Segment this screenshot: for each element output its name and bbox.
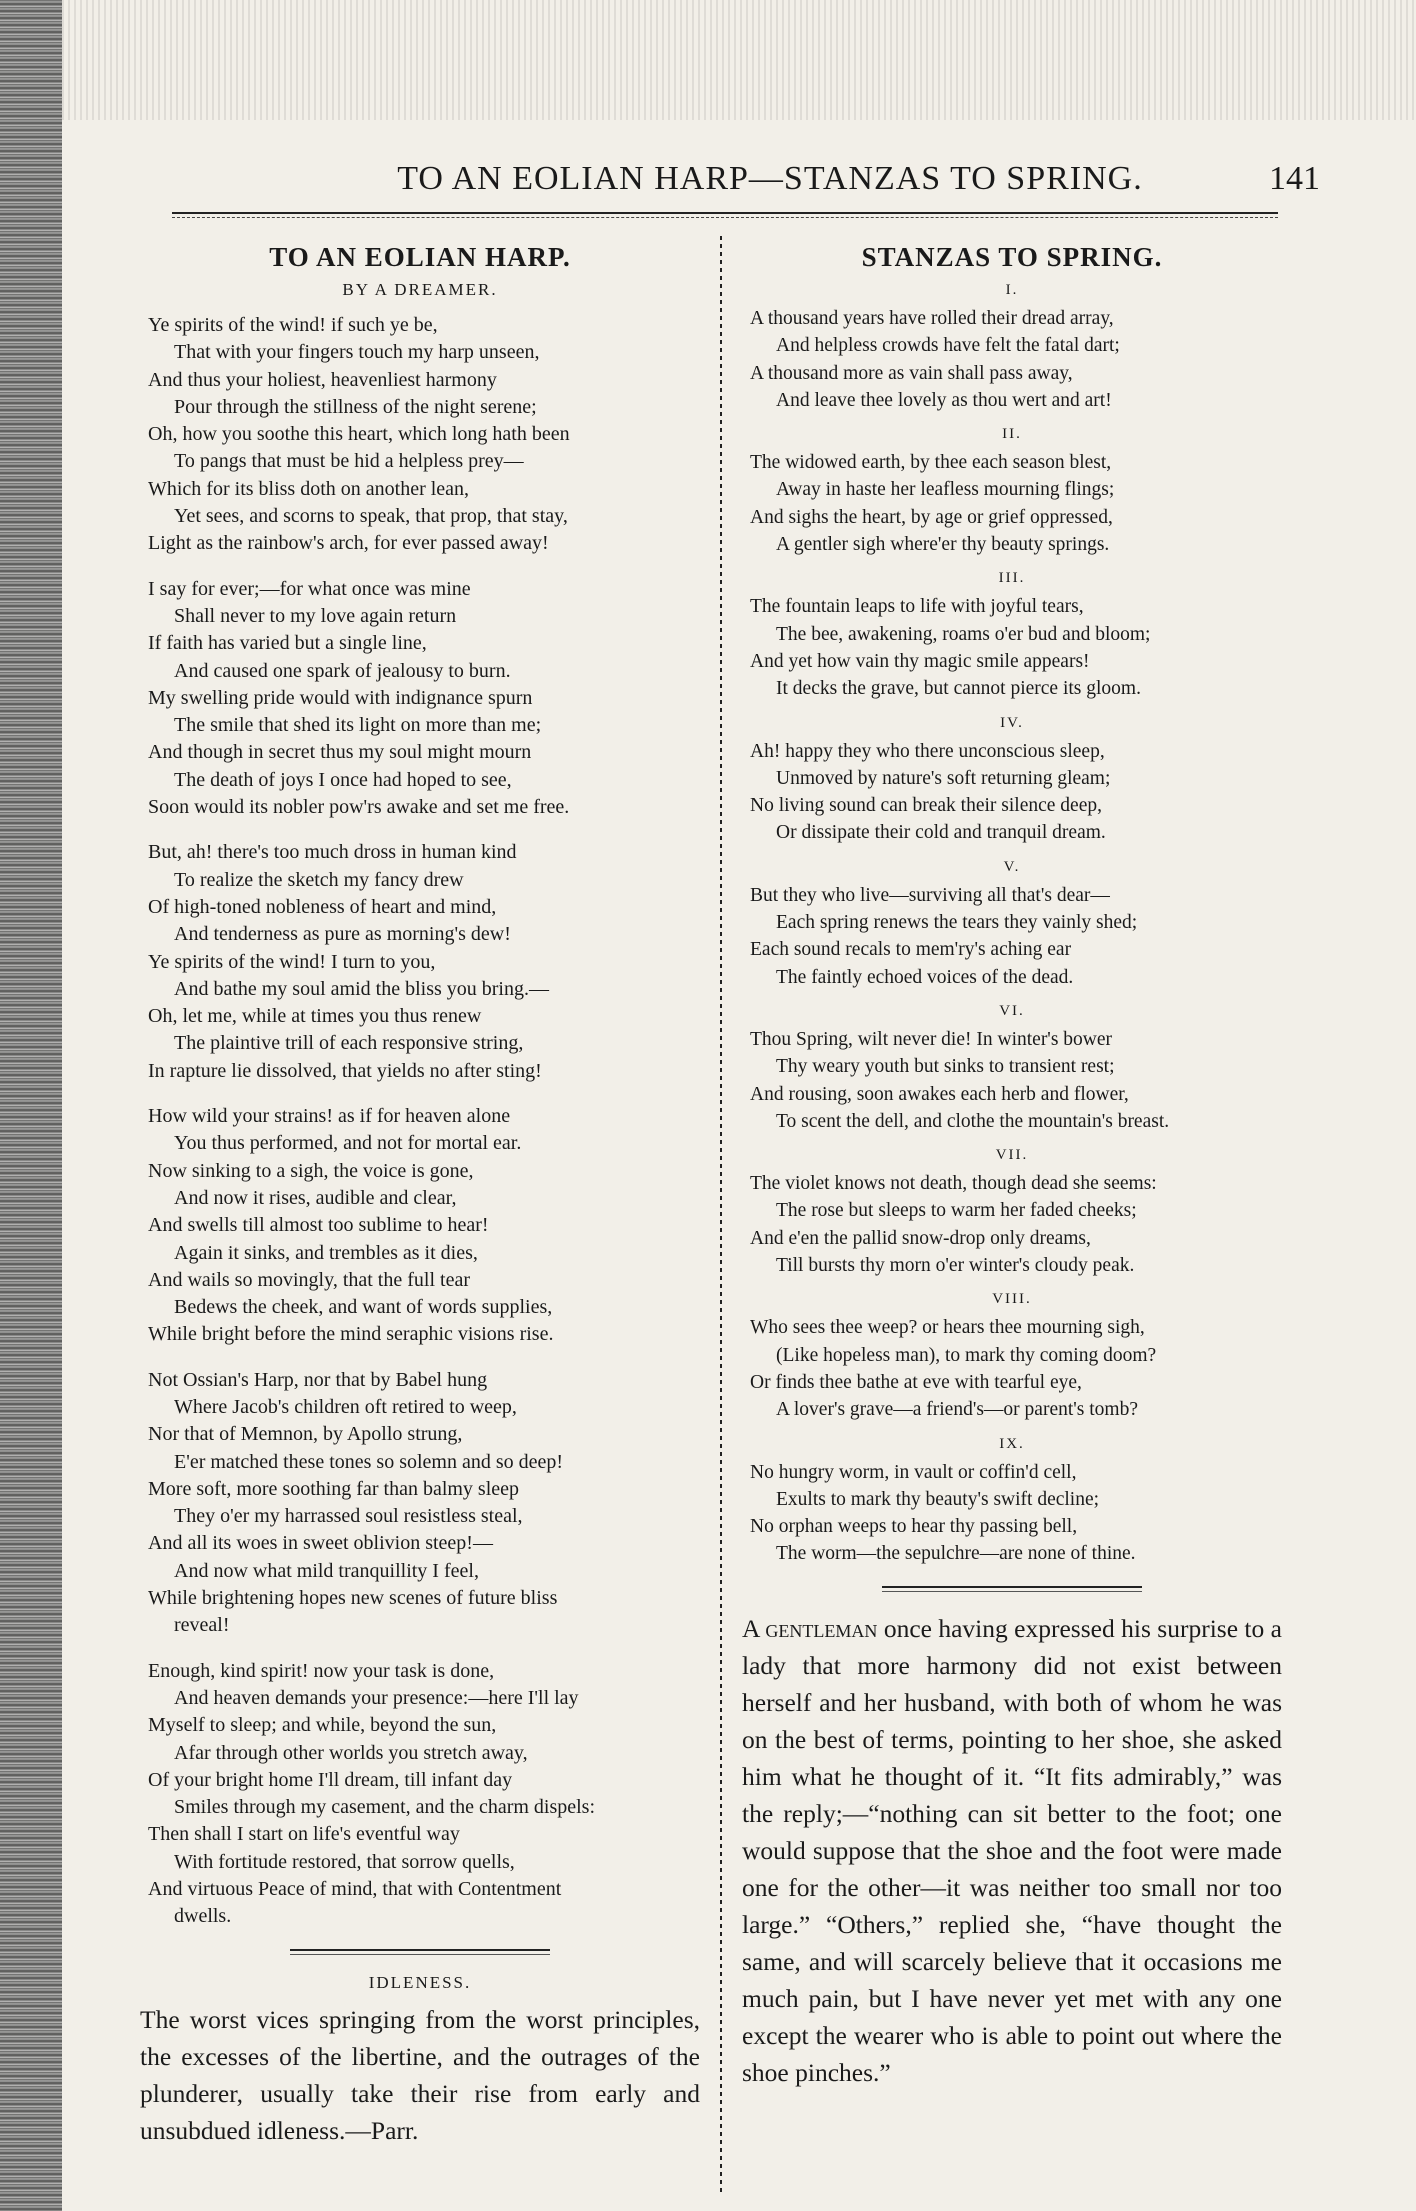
stanza [742, 1459, 1282, 1568]
poem-line: Of high-toned nobleness of heart and mind, [148, 895, 497, 918]
poem-line: Light as the rainbow's arch, for ever passed away! [148, 532, 549, 555]
poem-line: And thus your holiest, heavenliest harmony [148, 368, 497, 391]
stanza [742, 449, 1282, 558]
poem-line: Or finds thee bathe at eve with tearful eye, [750, 1371, 1082, 1393]
poem-line: Each spring renews the tears they vainly shed; [776, 912, 1138, 934]
poem-line: Away in haste her leafless mourning flings; [776, 479, 1115, 501]
anecdote-text [742, 1610, 1282, 2091]
poem-line: With fortitude restored, that sorrow quells, [174, 1850, 515, 1873]
stanza [140, 839, 700, 1085]
poem-line: While bright before the mind seraphic visions rise. [148, 1323, 554, 1346]
stanza-number: IV. [1000, 714, 1024, 731]
poem-line: It decks the grave, but cannot pierce its gloom. [776, 678, 1141, 700]
poem-line: The death of joys I once had hoped to see, [174, 768, 512, 791]
page-number: 141 [1269, 160, 1320, 197]
poem-line: Enough, kind spirit! now your task is done, [148, 1659, 495, 1682]
idleness-text: The worst vices springing from the worst principles, the excesses of the libertine, and the outrages of the plunderer, usually take their rise from early and unsubdued idleness.—Parr. [140, 2004, 700, 2145]
poem-line: Which for its bliss doth on another lean, [148, 477, 470, 500]
poem-line: Or dissipate their cold and tranquil dream. [776, 822, 1106, 844]
poem-line: No hungry worm, in vault or coffin'd cell, [750, 1461, 1077, 1483]
stanza [140, 1103, 700, 1349]
stanza [742, 738, 1282, 847]
stanza [140, 1658, 700, 1931]
stanza [140, 1367, 700, 1640]
eolian-byline: BY A DREAMER. [342, 280, 498, 299]
poem-line: Thy weary youth but sinks to transient rest; [776, 1056, 1115, 1078]
poem-line: And bathe my soul amid the bliss you bring.— [174, 977, 549, 1000]
poem-line: No orphan weeps to hear thy passing bell, [750, 1516, 1078, 1538]
poem-line: Of your bright home I'll dream, till infant day [148, 1768, 513, 1791]
poem-line: And tenderness as pure as morning's dew! [174, 923, 511, 946]
spring-poem [742, 282, 1282, 1568]
stanza [742, 1026, 1282, 1135]
poem-line: They o'er my harrassed soul resistless steal, [174, 1505, 523, 1528]
scanned-page-edge [0, 0, 62, 2211]
eolian-title: TO AN EOLIAN HARP. [269, 242, 571, 272]
poem-line: And leave thee lovely as thou wert and art! [776, 389, 1112, 411]
section-rule [882, 1586, 1142, 1592]
poem-line: Not Ossian's Harp, nor that by Babel hung [148, 1368, 488, 1391]
poem-line: Oh, how you soothe this heart, which long hath been [148, 423, 570, 446]
poem-line: You thus performed, and not for mortal ear. [174, 1132, 522, 1155]
poem-line: E'er matched these tones so solemn and so deep! [174, 1450, 564, 1473]
stanza [742, 1170, 1282, 1279]
poem-line: And e'en the pallid snow-drop only dreams, [750, 1227, 1091, 1249]
poem-line: Oh, let me, while at times you thus renew [148, 1005, 482, 1028]
stanza-number: II. [1002, 426, 1022, 443]
poem-line: And virtuous Peace of mind, that with Contentment [148, 1878, 562, 1901]
poem-line: Exults to mark thy beauty's swift decline; [776, 1488, 1100, 1510]
running-head [120, 160, 1320, 210]
poem-line: reveal! [174, 1614, 230, 1637]
poem-line: While brightening hopes new scenes of future bliss [148, 1587, 558, 1610]
anecdote-lead: A gentleman [742, 1613, 878, 1643]
poem-line: The plaintive trill of each responsive string, [174, 1032, 524, 1055]
poem-line: Myself to sleep; and while, beyond the sun, [148, 1714, 497, 1737]
anecdote-body: once having expressed his surprise to a lady that more harmony did not exist between herself and her husband, with both of whom he was on the best of terms, pointing to her shoe, she asked him what he thought of it. “It fits admirably,” was the reply;—“nothing can sit better to the foot; one would suppose that the shoe and the foot were made one for the other—it was neither too small nor too large.” “Others,” replied she, “have thought the same, and will scarcely believe that it occasions me much pain, but I have never yet met with any one except the wearer who is able to point out where the shoe pinches.” [742, 1613, 1282, 2087]
stanza-number: VI. [999, 1002, 1025, 1019]
running-title: TO AN EOLIAN HARP—STANZAS TO SPRING. [397, 160, 1143, 197]
section-rule [290, 1949, 550, 1955]
poem-line: The violet knows not death, though dead she seems: [750, 1173, 1157, 1195]
poem-line: (Like hopeless man), to mark thy coming doom? [776, 1344, 1157, 1366]
poem-line: Till bursts thy morn o'er winter's cloudy peak. [776, 1255, 1135, 1277]
stanza-number: I. [1005, 282, 1019, 298]
poem-line: A thousand years have rolled their dread array, [750, 308, 1114, 329]
stanza [140, 576, 700, 822]
poem-line: To scent the dell, and clothe the mountain's breast. [776, 1110, 1170, 1132]
poem-line: The worm—the sepulchre—are none of thine. [776, 1543, 1136, 1565]
poem-line: Where Jacob's children oft retired to weep, [174, 1395, 517, 1418]
left-column [140, 240, 700, 2149]
poem-line: dwells. [174, 1905, 232, 1928]
poem-line: My swelling pride would with indignance spurn [148, 686, 533, 709]
poem-line: And heaven demands your presence:—here I'll lay [174, 1686, 579, 1709]
stanza-number: V. [1003, 858, 1021, 875]
poem-line: Who sees thee weep? or hears thee mourning sigh, [750, 1317, 1145, 1339]
poem-line: And though in secret thus my soul might mourn [148, 741, 532, 764]
stanza [742, 593, 1282, 702]
poem-line: More soft, more soothing far than balmy sleep [148, 1477, 520, 1500]
header-rule [172, 212, 1278, 218]
poem-line: The faintly echoed voices of the dead. [776, 966, 1074, 988]
poem-line: The bee, awakening, roams o'er bud and bloom; [776, 623, 1151, 645]
poem-line: And wails so movingly, that the full tear [148, 1268, 470, 1291]
poem-line: Now sinking to a sigh, the voice is gone, [148, 1159, 474, 1182]
stanza [742, 882, 1282, 991]
poem-line: Bedews the cheek, and want of words supplies, [174, 1296, 553, 1319]
poem-line: And yet how vain thy magic smile appears! [750, 650, 1090, 672]
stanza-number: IX. [999, 1435, 1025, 1452]
poem-line: In rapture lie dissolved, that yields no after sting! [148, 1059, 542, 1082]
poem-line: Shall never to my love again return [174, 604, 457, 627]
poem-line: I say for ever;—for what once was mine [148, 577, 471, 600]
right-column [742, 240, 1282, 2091]
stanza [140, 312, 700, 558]
column-divider [720, 236, 722, 2196]
poem-line: And now it rises, audible and clear, [174, 1186, 457, 1209]
poem-line: A gentler sigh where'er thy beauty springs. [776, 534, 1110, 556]
poem-line: Then shall I start on life's eventful way [148, 1823, 460, 1846]
poem-line: To pangs that must be hid a helpless prey— [174, 450, 524, 473]
poem-line: And caused one spark of jealousy to burn. [174, 659, 511, 682]
poem-line: Pour through the stillness of the night serene; [174, 395, 537, 418]
poem-line: And now what mild tranquillity I feel, [174, 1559, 479, 1582]
poem-line: The widowed earth, by thee each season blest, [750, 452, 1112, 474]
stanza [742, 305, 1282, 414]
poem-line: Soon would its nobler pow'rs awake and set me free. [148, 796, 570, 819]
poem-line: And rousing, soon awakes each herb and flower, [750, 1083, 1129, 1105]
poem-line: Nor that of Memnon, by Apollo strung, [148, 1423, 463, 1446]
poem-line: And sighs the heart, by age or grief oppressed, [750, 506, 1113, 528]
poem-line: Thou Spring, wilt never die! In winter's bower [750, 1028, 1113, 1050]
poem-line: And all its woes in sweet oblivion steep!— [148, 1532, 493, 1555]
poem-line: A thousand more as vain shall pass away, [750, 362, 1073, 384]
stanza [742, 1314, 1282, 1423]
spring-title: STANZAS TO SPRING. [861, 242, 1163, 272]
poem-line: And swells till almost too sublime to hear! [148, 1214, 489, 1237]
poem-line: Each sound recals to mem'ry's aching ear [750, 939, 1072, 961]
eolian-poem [140, 312, 700, 1931]
stanza-number: III. [998, 570, 1026, 587]
poem-line: The smile that shed its light on more than me; [174, 714, 542, 737]
poem-line: The fountain leaps to life with joyful tears, [750, 596, 1084, 618]
poem-line: The rose but sleeps to warm her faded cheeks; [776, 1200, 1137, 1222]
poem-line: Unmoved by nature's soft returning gleam; [776, 767, 1111, 789]
poem-line: That with your fingers touch my harp unseen, [174, 341, 540, 364]
poem-line: Again it sinks, and trembles as it dies, [174, 1241, 478, 1264]
poem-line: And helpless crowds have felt the fatal dart; [776, 335, 1120, 357]
poem-line: Smiles through my casement, and the charm dispels: [174, 1796, 596, 1819]
poem-line: A lover's grave—a friend's—or parent's tomb? [776, 1399, 1138, 1421]
stanza-number: VII. [995, 1147, 1029, 1164]
poem-line: Yet sees, and scorns to speak, that prop, that stay, [174, 505, 568, 528]
poem-line: Ah! happy they who there unconscious sleep, [750, 740, 1105, 762]
poem-line: How wild your strains! as if for heaven alone [148, 1105, 511, 1128]
poem-line: Afar through other worlds you stretch away, [174, 1741, 528, 1764]
poem-line: If faith has varied but a single line, [148, 632, 427, 655]
poem-line: But, ah! there's too much dross in human kind [148, 841, 517, 864]
stanza-number: VIII. [992, 1291, 1032, 1308]
poem-line: Ye spirits of the wind! if such ye be, [148, 314, 438, 336]
poem-line: No living sound can break their silence deep, [750, 795, 1102, 817]
scan-noise-band [62, 0, 1416, 120]
poem-line: But they who live—surviving all that's dear— [750, 884, 1110, 906]
poem-line: Ye spirits of the wind! I turn to you, [148, 950, 436, 973]
poem-line: To realize the sketch my fancy drew [174, 868, 464, 891]
idleness-title: IDLENESS. [368, 1972, 472, 1992]
